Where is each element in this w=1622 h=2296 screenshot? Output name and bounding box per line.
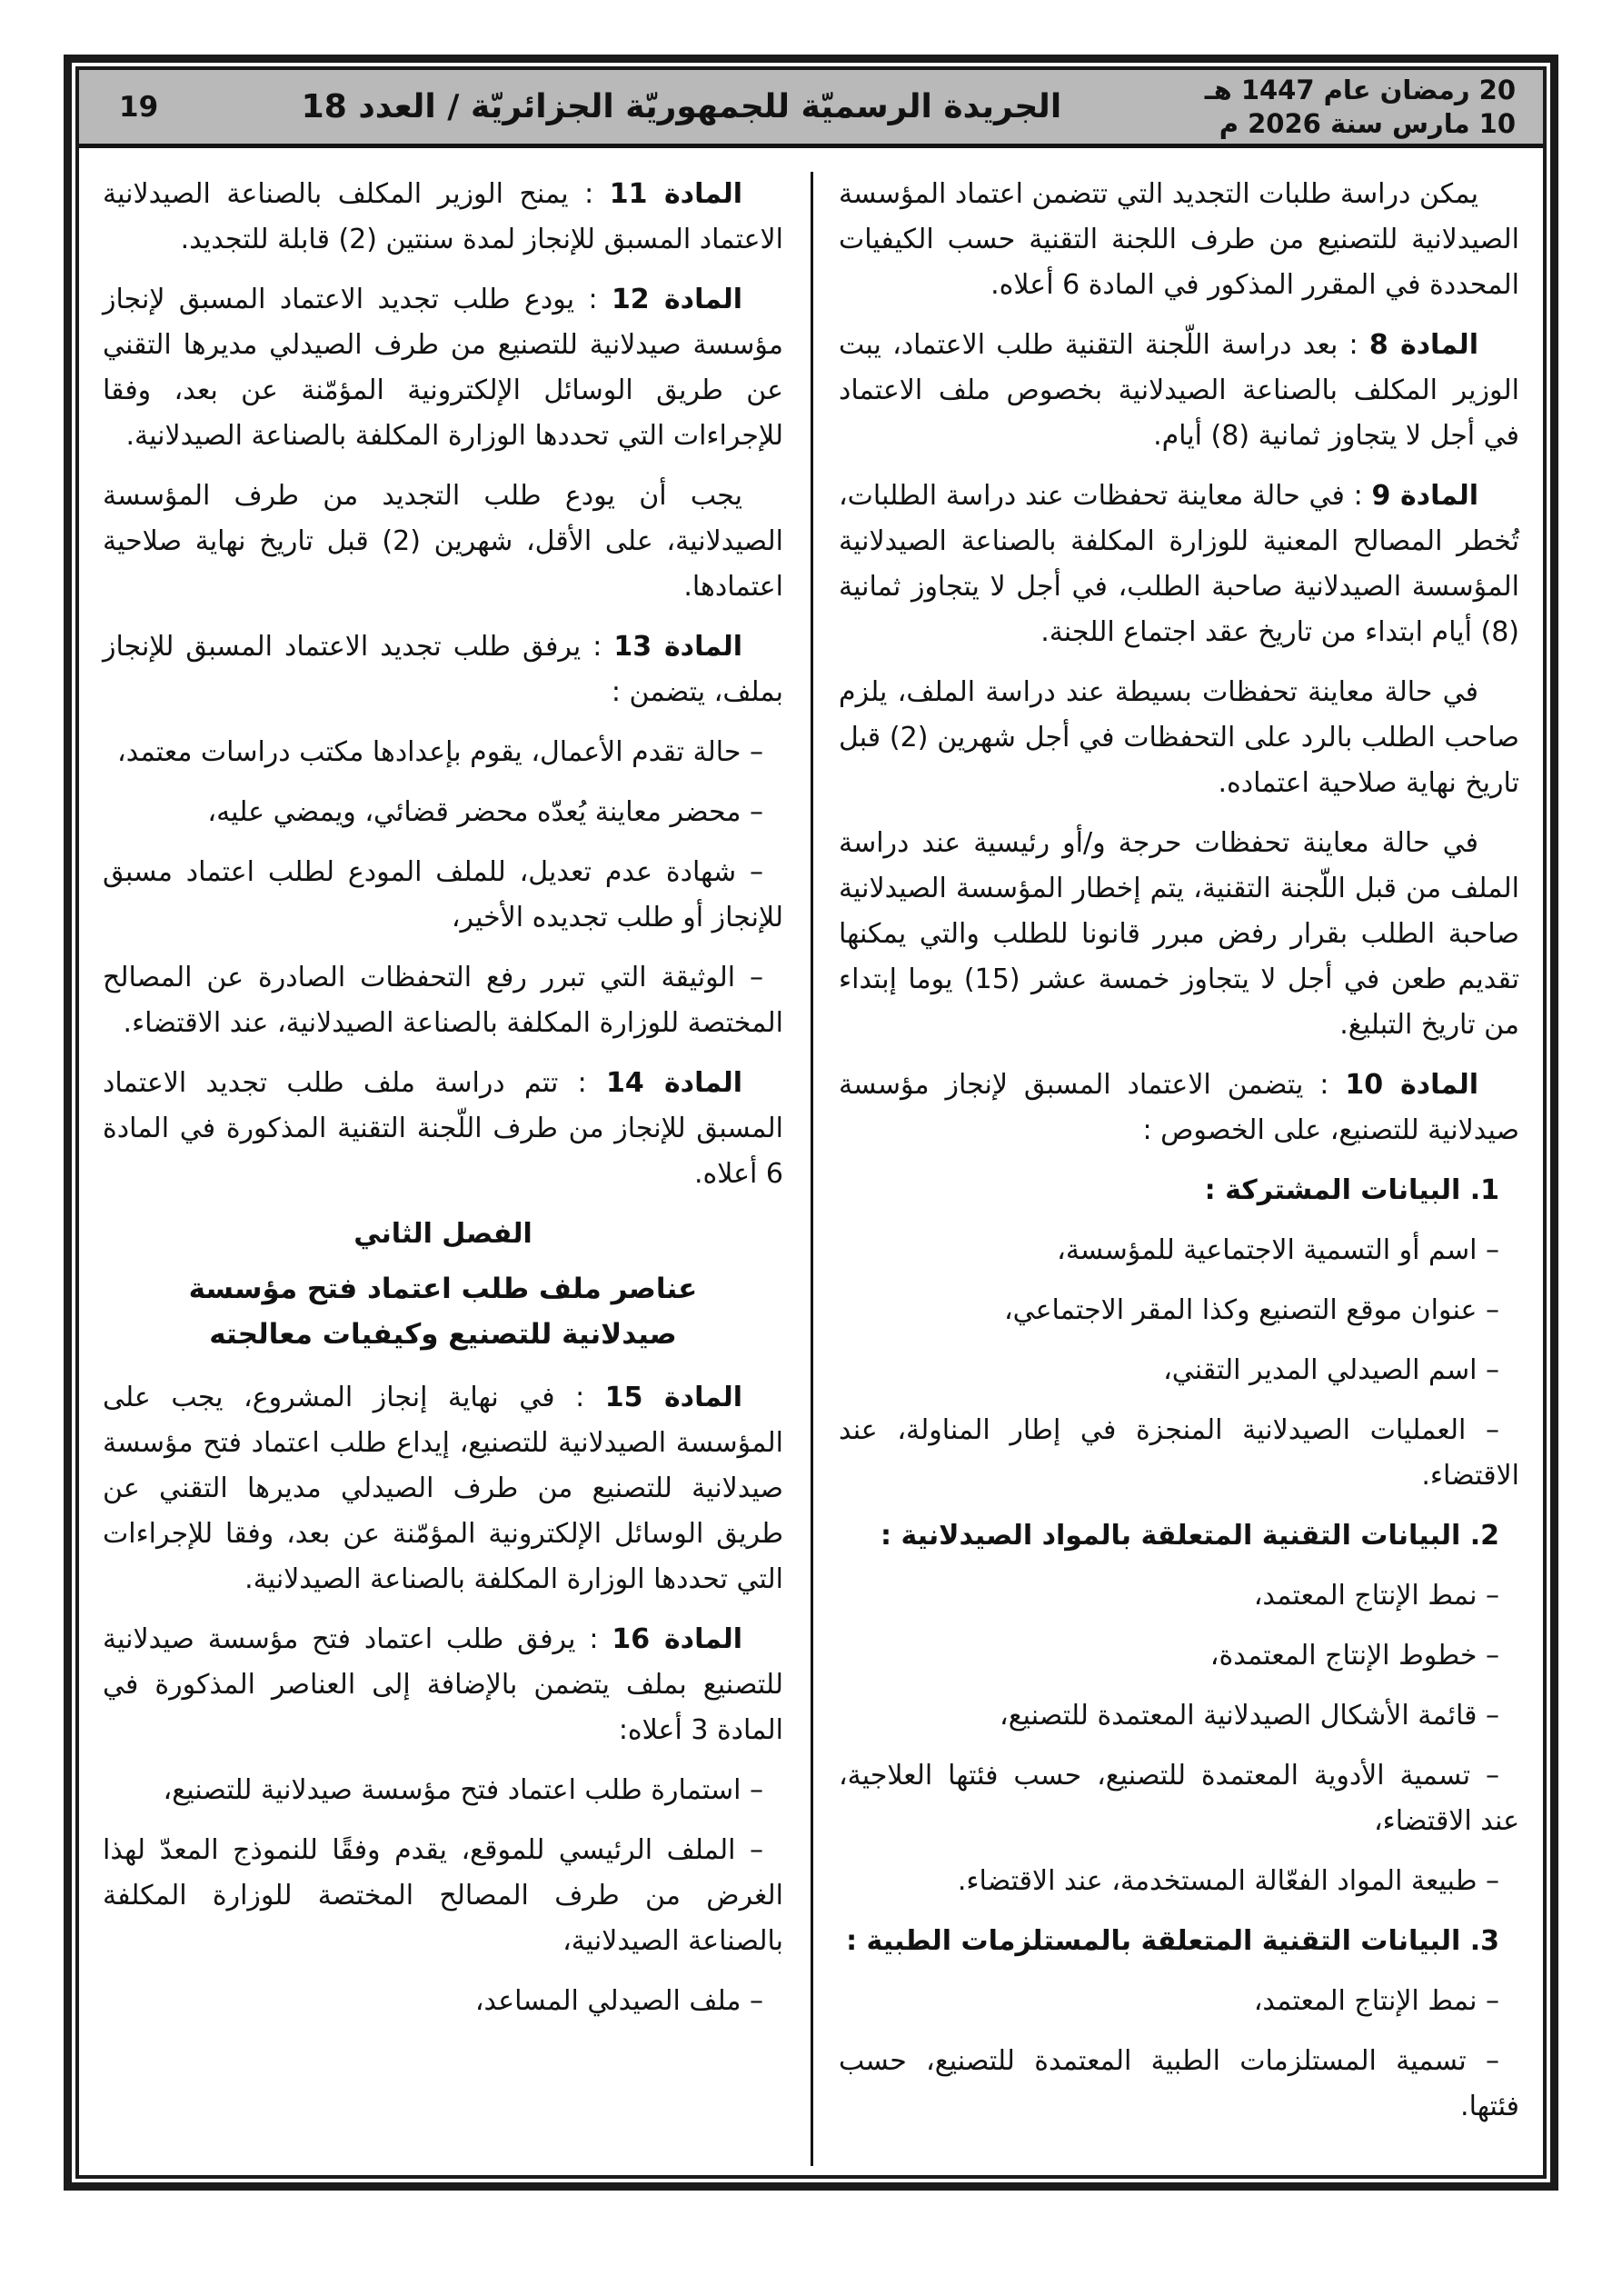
subheading-3: 3. البيانات التقنية المتعلقة بالمستلزمات الطبية : <box>846 1925 1499 1957</box>
page-frame-inner <box>75 66 1547 2179</box>
list-item: – تسمية المستلزمات الطبية المعتمدة للتصنيع، حسب فئتها. <box>839 2045 1519 2122</box>
page-number: 19 <box>119 90 159 124</box>
article-8 <box>839 323 1519 459</box>
paragraph: في حالة معاينة تحفظات حرجة و/أو رئيسية عند دراسة الملف من قبل اللّجنة التقنية، يتم إخطار المؤسسة الصيدلانية صاحبة الطلب بقرار رفض مبرر قانونا للطلب والتي يمكنها تقديم طعن في أجل لا يتجاوز خمسة عشر (15) يوما إبتداء من تاريخ التبليغ. <box>839 827 1519 1041</box>
list-item: – العمليات الصيدلانية المنجزة في إطار المناولة، عند الاقتضاء. <box>839 1414 1519 1492</box>
page-content <box>79 148 1543 2175</box>
article-text: : يودع طلب تجديد الاعتماد المسبق لإنجاز مؤسسة صيدلانية للتصنيع من طرف الصيدلي مديرها التقني عن طريق الوسائل الإلكترونية المؤمّنة عن بعد، وفقا للإجراءات التي تحددها الوزارة المكلفة بالصناعة الصيدلانية. <box>103 284 783 452</box>
article-label: المادة 15 <box>604 1382 742 1413</box>
list-item: – ملف الصيدلي المساعد، <box>474 1985 763 2017</box>
article-label: المادة 11 <box>609 178 742 210</box>
list-item: – طبيعة المواد الفعّالة المستخدمة، عند الاقتضاء. <box>957 1865 1499 1897</box>
page-frame <box>64 55 1558 2191</box>
article-9 <box>839 474 1519 655</box>
masthead <box>79 70 1543 148</box>
list-item: – خطوط الإنتاج المعتمدة، <box>1209 1640 1499 1672</box>
article-text: : يتضمن الاعتماد المسبق لإنجاز مؤسسة صيدلانية للتصنيع، على الخصوص : <box>839 1069 1519 1146</box>
article-text: : تتم دراسة ملف طلب تجديد الاعتماد المسبق للإنجاز من طرف اللّجنة التقنية المذكورة في المادة 6 أعلاه. <box>103 1067 783 1190</box>
date-gregorian: 10 مارس سنة 2026 م <box>1219 107 1516 139</box>
paragraph: في حالة معاينة تحفظات بسيطة عند دراسة الملف، يلزم صاحب الطلب بالرد على التحفظات في أجل شهرين (2) قبل تاريخ نهاية صلاحية اعتماده. <box>839 676 1519 799</box>
article-text: : يرفق طلب اعتماد فتح مؤسسة صيدلانية للتصنيع بملف يتضمن بالإضافة إلى العناصر المذكورة في المادة 3 أعلاه: <box>103 1623 783 1746</box>
article-label: المادة 12 <box>611 284 742 315</box>
paragraph: يجب أن يودع طلب التجديد من طرف المؤسسة الصيدلانية، على الأقل، شهرين (2) قبل تاريخ نهاية صلاحية اعتمادها. <box>103 480 783 603</box>
list-item: – اسم أو التسمية الاجتماعية للمؤسسة، <box>1057 1234 1499 1266</box>
list-item: – نمط الإنتاج المعتمد، <box>1253 1580 1499 1612</box>
list-item: – الملف الرئيسي للموقع، يقدم وفقًا للنموذج المعدّ لهذا الغرض من طرف المصالح المختصة للوزارة المكلفة بالصناعة الصيدلانية، <box>103 1834 783 1957</box>
article-text: : يمنح الوزير المكلف بالصناعة الصيدلانية الاعتماد المسبق للإنجاز لمدة سنتين (2) قابلة للتجديد. <box>103 178 783 255</box>
article-label: المادة 10 <box>1345 1069 1478 1101</box>
paragraph: يمكن دراسة طلبات التجديد التي تتضمن اعتماد المؤسسة الصيدلانية للتصنيع من طرف اللجنة التقنية حسب الكيفيات المحددة في المقرر المذكور في المادة 6 أعلاه. <box>839 178 1519 301</box>
article-label: المادة 14 <box>606 1067 742 1099</box>
article-text: : في نهاية إنجاز المشروع، يجب على المؤسسة الصيدلانية للتصنيع، إيداع طلب اعتماد فتح مؤسسة صيدلانية للتصنيع من طرف الصيدلي مديرها التقني عن طريق الوسائل الإلكترونية المؤمّنة عن بعد، وفقا للإجراءات التي تحددها الوزارة المكلفة بالصناعة الصيدلانية. <box>103 1382 783 1595</box>
article-label: المادة 9 <box>1371 480 1478 512</box>
article-label: المادة 8 <box>1368 329 1478 361</box>
list-item: – استمارة طلب اعتماد فتح مؤسسة صيدلانية للتصنيع، <box>163 1774 763 1806</box>
article-label: المادة 16 <box>612 1623 742 1655</box>
article-text: : يرفق طلب تجديد الاعتماد المسبق للإنجاز بملف، يتضمن : <box>103 631 783 708</box>
list-item: – عنوان موقع التصنيع وكذا المقر الاجتماعي، <box>1003 1294 1499 1326</box>
subheading-1: 1. البيانات المشتركة : <box>1204 1174 1499 1206</box>
list-item: – محضر معاينة يُعدّه محضر قضائي، ويمضي عليه، <box>207 796 763 828</box>
article-text: : في حالة معاينة تحفظات عند دراسة الطلبات، تُخطر المصالح المعنية للوزارة المكلفة بالصناعة الصيدلانية المؤسسة الصيدلانية صاحبة الطلب، في أجل لا يتجاوز ثمانية (8) أيام ابتداء من تاريخ عقد اجتماع اللجنة. <box>839 480 1519 648</box>
list-item: – الوثيقة التي تبرر رفع التحفظات الصادرة عن المصالح المختصة للوزارة المكلفة بالصناعة الصيدلانية، عند الاقتضاء. <box>103 962 783 1039</box>
subheading-2: 2. البيانات التقنية المتعلقة بالمواد الصيدلانية : <box>881 1520 1499 1552</box>
chapter-heading: الفصل الثاني <box>353 1218 532 1250</box>
date-hijri: 20 رمضان عام 1447 هـ <box>1204 75 1516 106</box>
article-13 <box>103 624 783 715</box>
list-item: – اسم الصيدلي المدير التقني، <box>1163 1354 1499 1386</box>
list-item: – قائمة الأشكال الصيدلانية المعتمدة للتصنيع، <box>1000 1700 1499 1732</box>
issue-dates <box>1205 74 1516 140</box>
article-label: المادة 13 <box>613 631 742 663</box>
article-11 <box>103 172 783 263</box>
list-item: – نمط الإنتاج المعتمد، <box>1253 1985 1499 2017</box>
article-15 <box>103 1375 783 1602</box>
chapter-title: عناصر ملف طلب اعتماد فتح مؤسسة صيدلانية للتصنيع وكيفيات معالجته <box>188 1273 698 1351</box>
list-item: – شهادة عدم تعديل، للملف المودع لطلب اعتماد مسبق للإنجاز أو طلب تجديده الأخير، <box>103 856 783 933</box>
article-10 <box>839 1063 1519 1153</box>
article-14 <box>103 1061 783 1197</box>
article-16 <box>103 1617 783 1753</box>
column-right <box>811 172 1519 2166</box>
list-item: – حالة تقدم الأعمال، يقوم بإعدادها مكتب دراسات معتمد، <box>117 736 763 768</box>
article-text: : بعد دراسة اللّجنة التقنية طلب الاعتماد، يبت الوزير المكلف بالصناعة الصيدلانية بخصوص ملف الاعتماد في أجل لا يتجاوز ثمانية (8) أيام. <box>839 329 1519 452</box>
list-item: – تسمية الأدوية المعتمدة للتصنيع، حسب فئتها العلاجية، عند الاقتضاء، <box>839 1760 1519 1837</box>
journal-title: الجريدة الرسميّة للجمهوريّة الجزائريّة / العدد 18 <box>301 88 1062 125</box>
column-left <box>103 172 811 2166</box>
article-12 <box>103 277 783 459</box>
